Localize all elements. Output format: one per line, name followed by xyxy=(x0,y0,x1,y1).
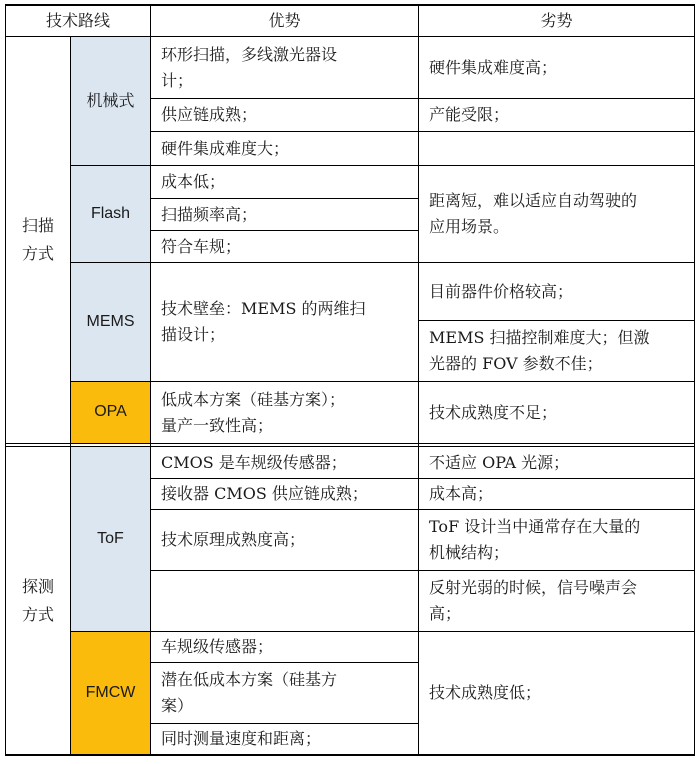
pros-cell-flash-2: 扫描频率高； xyxy=(161,204,258,224)
cons-cell-mechanical-2: 产能受限； xyxy=(429,105,510,124)
pros-cell-tof-1: CMOS 是车规级传感器； xyxy=(161,452,347,472)
pros-text: 低成本方案（硅基方案）； xyxy=(161,389,346,409)
pros-cell-mechanical-1 xyxy=(151,37,418,98)
cons-cell-mems-2 xyxy=(419,321,694,381)
pros-cell-tof-3: 技术原理成熟度高； xyxy=(161,530,306,549)
pros-cell-tof-2: 接收器 CMOS 供应链成熟； xyxy=(161,484,368,503)
pros-cell-fmcw-1: 车规级传感器； xyxy=(161,637,274,656)
cons-cell-tof-4 xyxy=(419,571,694,631)
tech-name-flash: Flash xyxy=(90,204,131,222)
group-label-detect-line1: 探测 xyxy=(21,576,54,596)
group-label-scan-line2: 方式 xyxy=(21,244,54,263)
pros-text: 潜在低成本方案（硅基方 xyxy=(161,670,338,689)
pros-cell-flash-1: 成本低； xyxy=(161,172,226,191)
pros-text: 环形扫描，多线激光器设 xyxy=(161,44,338,64)
pros-cell-mechanical-3: 硬件集成难度大； xyxy=(161,138,290,158)
pros-text: 计； xyxy=(161,70,194,90)
group-label-detect xyxy=(6,447,70,754)
pros-text: 技术壁垒：MEMS 的两维扫 xyxy=(161,299,366,318)
cons-cell-tof-3 xyxy=(419,510,694,570)
cons-cell-opa: 技术成熟度不足； xyxy=(429,402,558,422)
cons-text: ToF 设计当中通常存在大量的 xyxy=(429,517,641,536)
header-cons: 劣势 xyxy=(540,11,573,30)
vline-right xyxy=(694,4,695,756)
cons-cell-mems-1: 目前器件价格较高； xyxy=(429,281,574,301)
pros-text: 量产一致性高； xyxy=(161,415,274,435)
cons-text: MEMS 扫描控制难度大；但激 xyxy=(429,328,650,347)
cons-cell-mechanical-1: 硬件集成难度高； xyxy=(429,57,558,77)
tech-name-tof: ToF xyxy=(97,530,124,547)
cons-text: 距离短，难以适应自动驾驶的 xyxy=(429,191,638,210)
group-label-scan-line1: 扫描 xyxy=(21,216,54,235)
cons-cell-tof-2: 成本高； xyxy=(429,484,494,503)
cons-cell-mechanical-3 xyxy=(419,132,694,165)
pros-sep xyxy=(150,570,418,571)
cons-cell-fmcw: 技术成熟度低； xyxy=(429,683,542,702)
cons-text: 反射光弱的时候，信号噪声会 xyxy=(429,578,638,597)
group-label-detect-line2: 方式 xyxy=(21,604,54,624)
tech-name-mems: MEMS xyxy=(86,312,135,330)
group-label-scan xyxy=(6,37,70,443)
pros-cell-mems xyxy=(151,263,418,381)
header-pros: 优势 xyxy=(268,11,301,30)
group-separator-1 xyxy=(5,443,695,444)
tech-name-opa: OPA xyxy=(94,403,127,420)
tech-name-fmcw: FMCW xyxy=(85,684,136,701)
tech-name-mechanical: 机械式 xyxy=(86,91,135,110)
cons-cell-tof-1: 不适应 OPA 光源； xyxy=(429,452,570,472)
cons-cell-flash xyxy=(419,166,694,262)
cons-text: 应用场景。 xyxy=(429,217,510,236)
pros-text: 描设计； xyxy=(161,325,226,344)
cons-text: 光器的 FOV 参数不佳； xyxy=(429,354,603,373)
cons-text: 机械结构； xyxy=(429,543,510,562)
cons-text: 高； xyxy=(429,604,462,623)
pros-cell-opa xyxy=(151,382,418,443)
pros-cell-mechanical-2: 供应链成熟； xyxy=(161,105,258,124)
pros-cell-flash-3: 符合车规； xyxy=(161,236,242,256)
pros-text: 案） xyxy=(161,696,194,715)
header-route: 技术路线 xyxy=(45,11,110,30)
pros-cell-fmcw-2 xyxy=(151,663,418,723)
pros-cell-fmcw-3: 同时测量速度和距离； xyxy=(161,729,322,748)
